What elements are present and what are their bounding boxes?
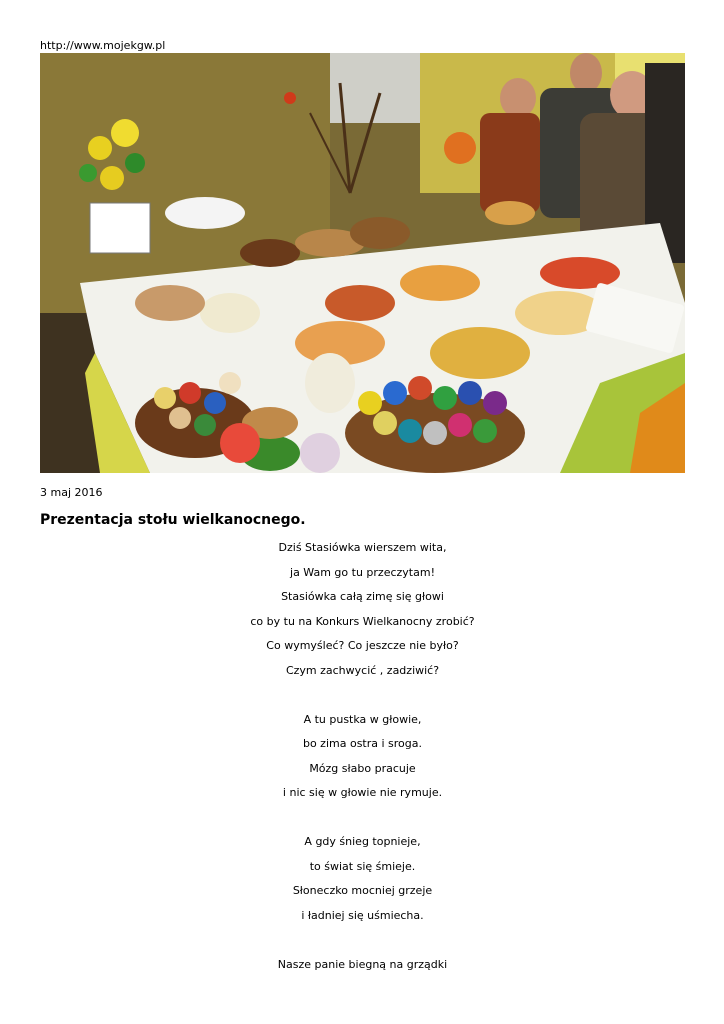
poem-line: Nasze panie biegną na grządki — [277, 957, 448, 971]
poem-line: A tu pustka w głowie, — [303, 712, 422, 726]
stanza-break — [40, 930, 685, 955]
poem-line: Dziś Stasiówka wierszem wita, — [278, 541, 447, 554]
stanza-break — [40, 808, 685, 833]
source-url[interactable]: http://www.mojekgw.pl — [40, 39, 166, 52]
poem-line: i ładniej się uśmiecha. — [301, 908, 424, 922]
poem-line: A gdy śnieg topnieje, — [304, 835, 421, 848]
post-date: 3 maj 2016 — [40, 486, 103, 499]
poem-line: to świat się śmieje. — [309, 859, 416, 873]
poem-line: Słoneczko mocniej grzeje — [292, 884, 433, 897]
poem-line: Co wymyśleć? Co jeszcze nie było? — [266, 639, 459, 652]
poem-line: Czym zachwycić , zadziwić? — [285, 663, 440, 677]
poem-line: ja Wam go tu przeczytam! — [290, 565, 435, 579]
easter-table-photo — [40, 53, 685, 473]
stanza-break — [40, 685, 685, 710]
poem-line: co by tu na Konkurs Wielkanocny zrobić? — [250, 614, 475, 628]
post-title: Prezentacja stołu wielkanocnego. — [40, 512, 306, 528]
poem-line: Stasiówka całą zimę się głowi — [281, 590, 444, 603]
poem-line: bo zima ostra i sroga. — [302, 737, 423, 750]
poem — [40, 538, 685, 979]
poem-line: i nic się w głowie nie rymuje. — [282, 786, 443, 799]
poem-line: Mózg słabo pracuje — [309, 761, 416, 775]
